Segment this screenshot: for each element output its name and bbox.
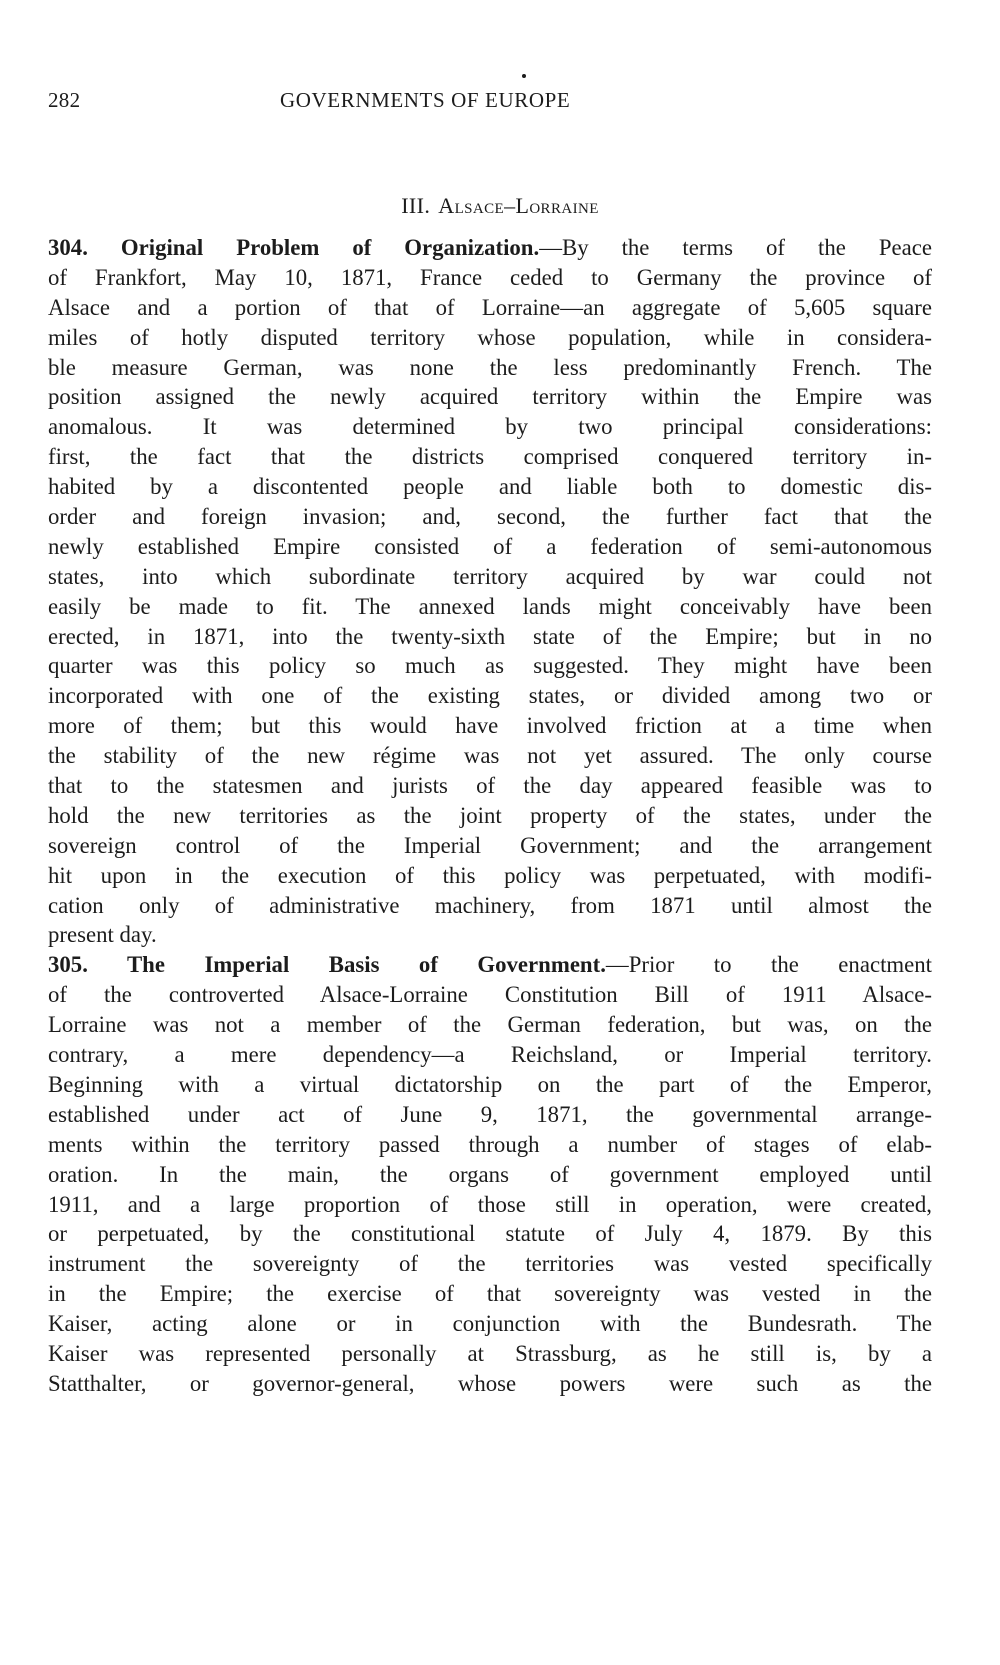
paragraph-heading: 304. Original Problem of Organization. (48, 235, 540, 260)
paragraph-line: present day. (48, 922, 157, 948)
paragraph-line: contrary, a mere dependency—a Reichsland, or Imperial territory. (48, 1042, 932, 1068)
paragraph-line: order and foreign invasion; and, second, the further fact that the (48, 504, 932, 530)
paragraph-line: Kaiser was represented personally at Strassburg, as he still is, by a (48, 1340, 932, 1366)
paragraph-line: Alsace and a portion of that of Lorraine—an aggregate of 5,605 square (48, 294, 932, 320)
paragraph-line: that to the statesmen and jurists of the day appeared feasible was to (48, 773, 932, 799)
paragraph-line: instrument the sovereignty of the territories was vested specifically (48, 1251, 932, 1277)
paragraph-line: the stability of the new régime was not yet assured. The only course (48, 743, 932, 769)
paragraph-line: or perpetuated, by the constitutional statute of July 4, 1879. By this (48, 1221, 932, 1247)
paragraph-heading: 305. The Imperial Basis of Government. (48, 952, 606, 978)
paragraph-line: Beginning with a virtual dictatorship on the part of the Emperor, (48, 1071, 932, 1097)
page-number: 282 (48, 88, 81, 112)
print-speck (522, 74, 526, 78)
paragraph-line: position assigned the newly acquired territory within the Empire was (48, 384, 932, 410)
paragraph-line-text: —By the terms of the Peace (539, 235, 932, 260)
paragraph-line: oration. In the main, the organs of government employed until (48, 1161, 932, 1187)
paragraph-line: cation only of administrative machinery, from 1871 until almost the (48, 892, 932, 918)
paragraph-line: in the Empire; the exercise of that sovereignty was vested in the (48, 1281, 932, 1307)
section-numeral: III. (401, 193, 431, 218)
running-head (48, 88, 938, 118)
paragraph-line: newly established Empire consisted of a federation of semi-autonomous (48, 533, 932, 559)
paragraph-line: more of them; but this would have involved friction at a time when (48, 713, 932, 739)
paragraph-line: hit upon in the execution of this policy was perpetuated, with modifi- (48, 862, 932, 888)
paragraph-line: established under act of June 9, 1871, the governmental arrange- (48, 1101, 932, 1127)
section-heading (0, 193, 1000, 219)
paragraph-line: quarter was this policy so much as suggested. They might have been (48, 653, 932, 679)
paragraph-line: habited by a discontented people and liable both to domestic dis- (48, 474, 932, 500)
paragraph-line: Statthalter, or governor-general, whose powers were such as the (48, 1370, 932, 1396)
paragraph-line: first, the fact that the districts comprised conquered territory in- (48, 444, 932, 470)
paragraph-line: hold the new territories as the joint property of the states, under the (48, 802, 932, 828)
paragraph-line: Kaiser, acting alone or in conjunction with the Bundesrath. The (48, 1311, 932, 1337)
paragraph-line: of the controverted Alsace-Lorraine Constitution Bill of 1911 Alsace- (48, 982, 932, 1008)
paragraph-line: erected, in 1871, into the twenty-sixth state of the Empire; but in no (48, 623, 932, 649)
paragraph-line: easily be made to fit. The annexed lands might conceivably have been (48, 593, 932, 619)
paragraph-line: ments within the territory passed through a number of stages of elab- (48, 1131, 932, 1157)
paragraph-line: states, into which subordinate territory acquired by war could not (48, 563, 932, 589)
paragraph-line: sovereign control of the Imperial Government; and the arrangement (48, 832, 932, 858)
paragraph-line (48, 233, 932, 263)
paragraph-line: anomalous. It was determined by two principal considerations: (48, 414, 932, 440)
paragraph-line: ble measure German, was none the less predominantly French. The (48, 354, 932, 380)
paragraph-line-text: —Prior to the enactment (605, 952, 932, 978)
paragraph-line: miles of hotly disputed territory whose population, while in considera- (48, 324, 932, 350)
paragraph-line: 1911, and a large proportion of those still in operation, were created, (48, 1191, 932, 1217)
paragraph-line: of Frankfort, May 10, 1871, France ceded to Germany the province of (48, 264, 932, 290)
paragraph-line (48, 950, 932, 980)
section-title: Alsace–Lorraine (438, 193, 599, 218)
body-text (48, 233, 932, 1399)
paragraph-line: incorporated with one of the existing states, or divided among two or (48, 683, 932, 709)
running-title: GOVERNMENTS OF EUROPE (280, 88, 571, 112)
paragraph-line: Lorraine was not a member of the German federation, but was, on the (48, 1012, 932, 1038)
